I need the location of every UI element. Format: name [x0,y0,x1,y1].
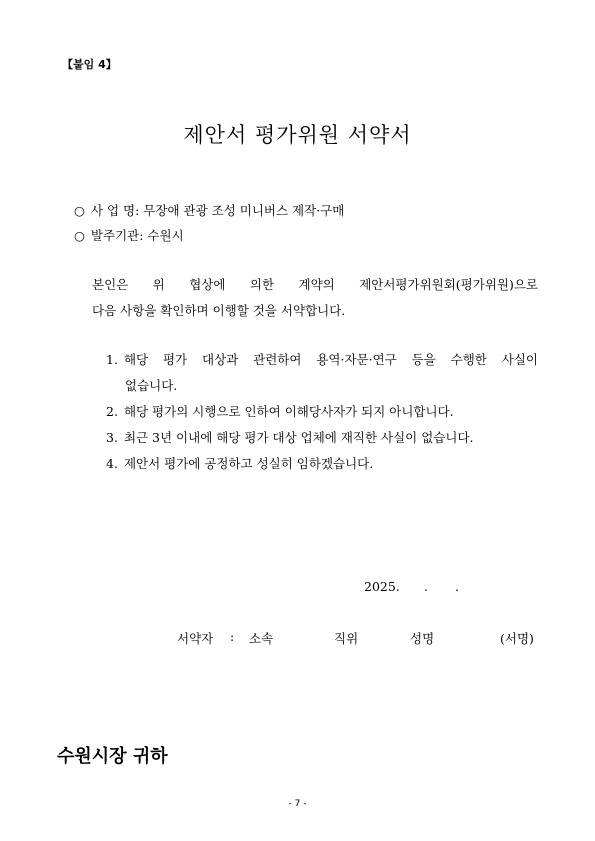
pledge-text: 해당 평가의 시행으로 인하여 이해당사자가 되지 아니합니다. [123,404,454,419]
date-day-dot: . [455,579,459,594]
bullet-circle: ○ [74,203,85,218]
bullet-circle: ○ [74,228,85,243]
sign-label: (서명) [500,631,534,646]
pledge-number: 2. [106,404,118,419]
pledge-number: 3. [106,430,118,445]
addressee: 수원시장 귀하 [57,746,168,767]
name-label: 성명 [410,631,435,646]
project-name-value: 무장애 관광 조성 미니버스 제작·구매 [143,203,345,218]
ordering-org-value: 수원시 [147,228,184,243]
pledge-item-2 [106,402,454,420]
pledge-text: 제안서 평가에 공정하고 성실히 임하겠습니다. [123,456,374,471]
project-name-label: 사 업 명: [90,203,140,218]
pledge-number: 1. [106,352,118,367]
pledge-item-1-continued: 없습니다. [125,378,178,393]
pledge-text: 최근 3년 이내에 해당 평가 대상 업체에 재직한 사실이 없습니다. [123,430,474,445]
pledge-item-3 [106,428,474,446]
intro-line-1: 본인은 위 협상에 의한 계약의 제안서평가위원회(평가위원)으로 [92,277,538,292]
pledge-item-4 [106,454,373,472]
date-month-dot: . [424,579,428,594]
affiliation-label: 소속 [249,631,274,646]
ordering-org-row [74,226,184,244]
pledger-colon: : [230,629,235,644]
pledge-text: 해당 평가 대상과 관련하여 용역·자문·연구 등을 수행한 사실이 [123,352,538,367]
pledge-item-1 [106,350,538,368]
attachment-label: 【붙임 4】 [62,58,117,71]
page-number: - 7 - [288,799,307,809]
intro-line-2: 다음 사항을 확인하며 이행할 것을 서약합니다. [92,303,346,318]
pledger-label: 서약자 [177,631,214,646]
pledge-number: 4. [106,456,118,471]
position-label: 직위 [334,631,359,646]
document-title: 제안서 평가위원 서약서 [183,123,412,147]
date-year: 2025. [364,579,400,594]
ordering-org-label: 발주기관: [90,228,144,243]
project-name-row [74,201,344,219]
